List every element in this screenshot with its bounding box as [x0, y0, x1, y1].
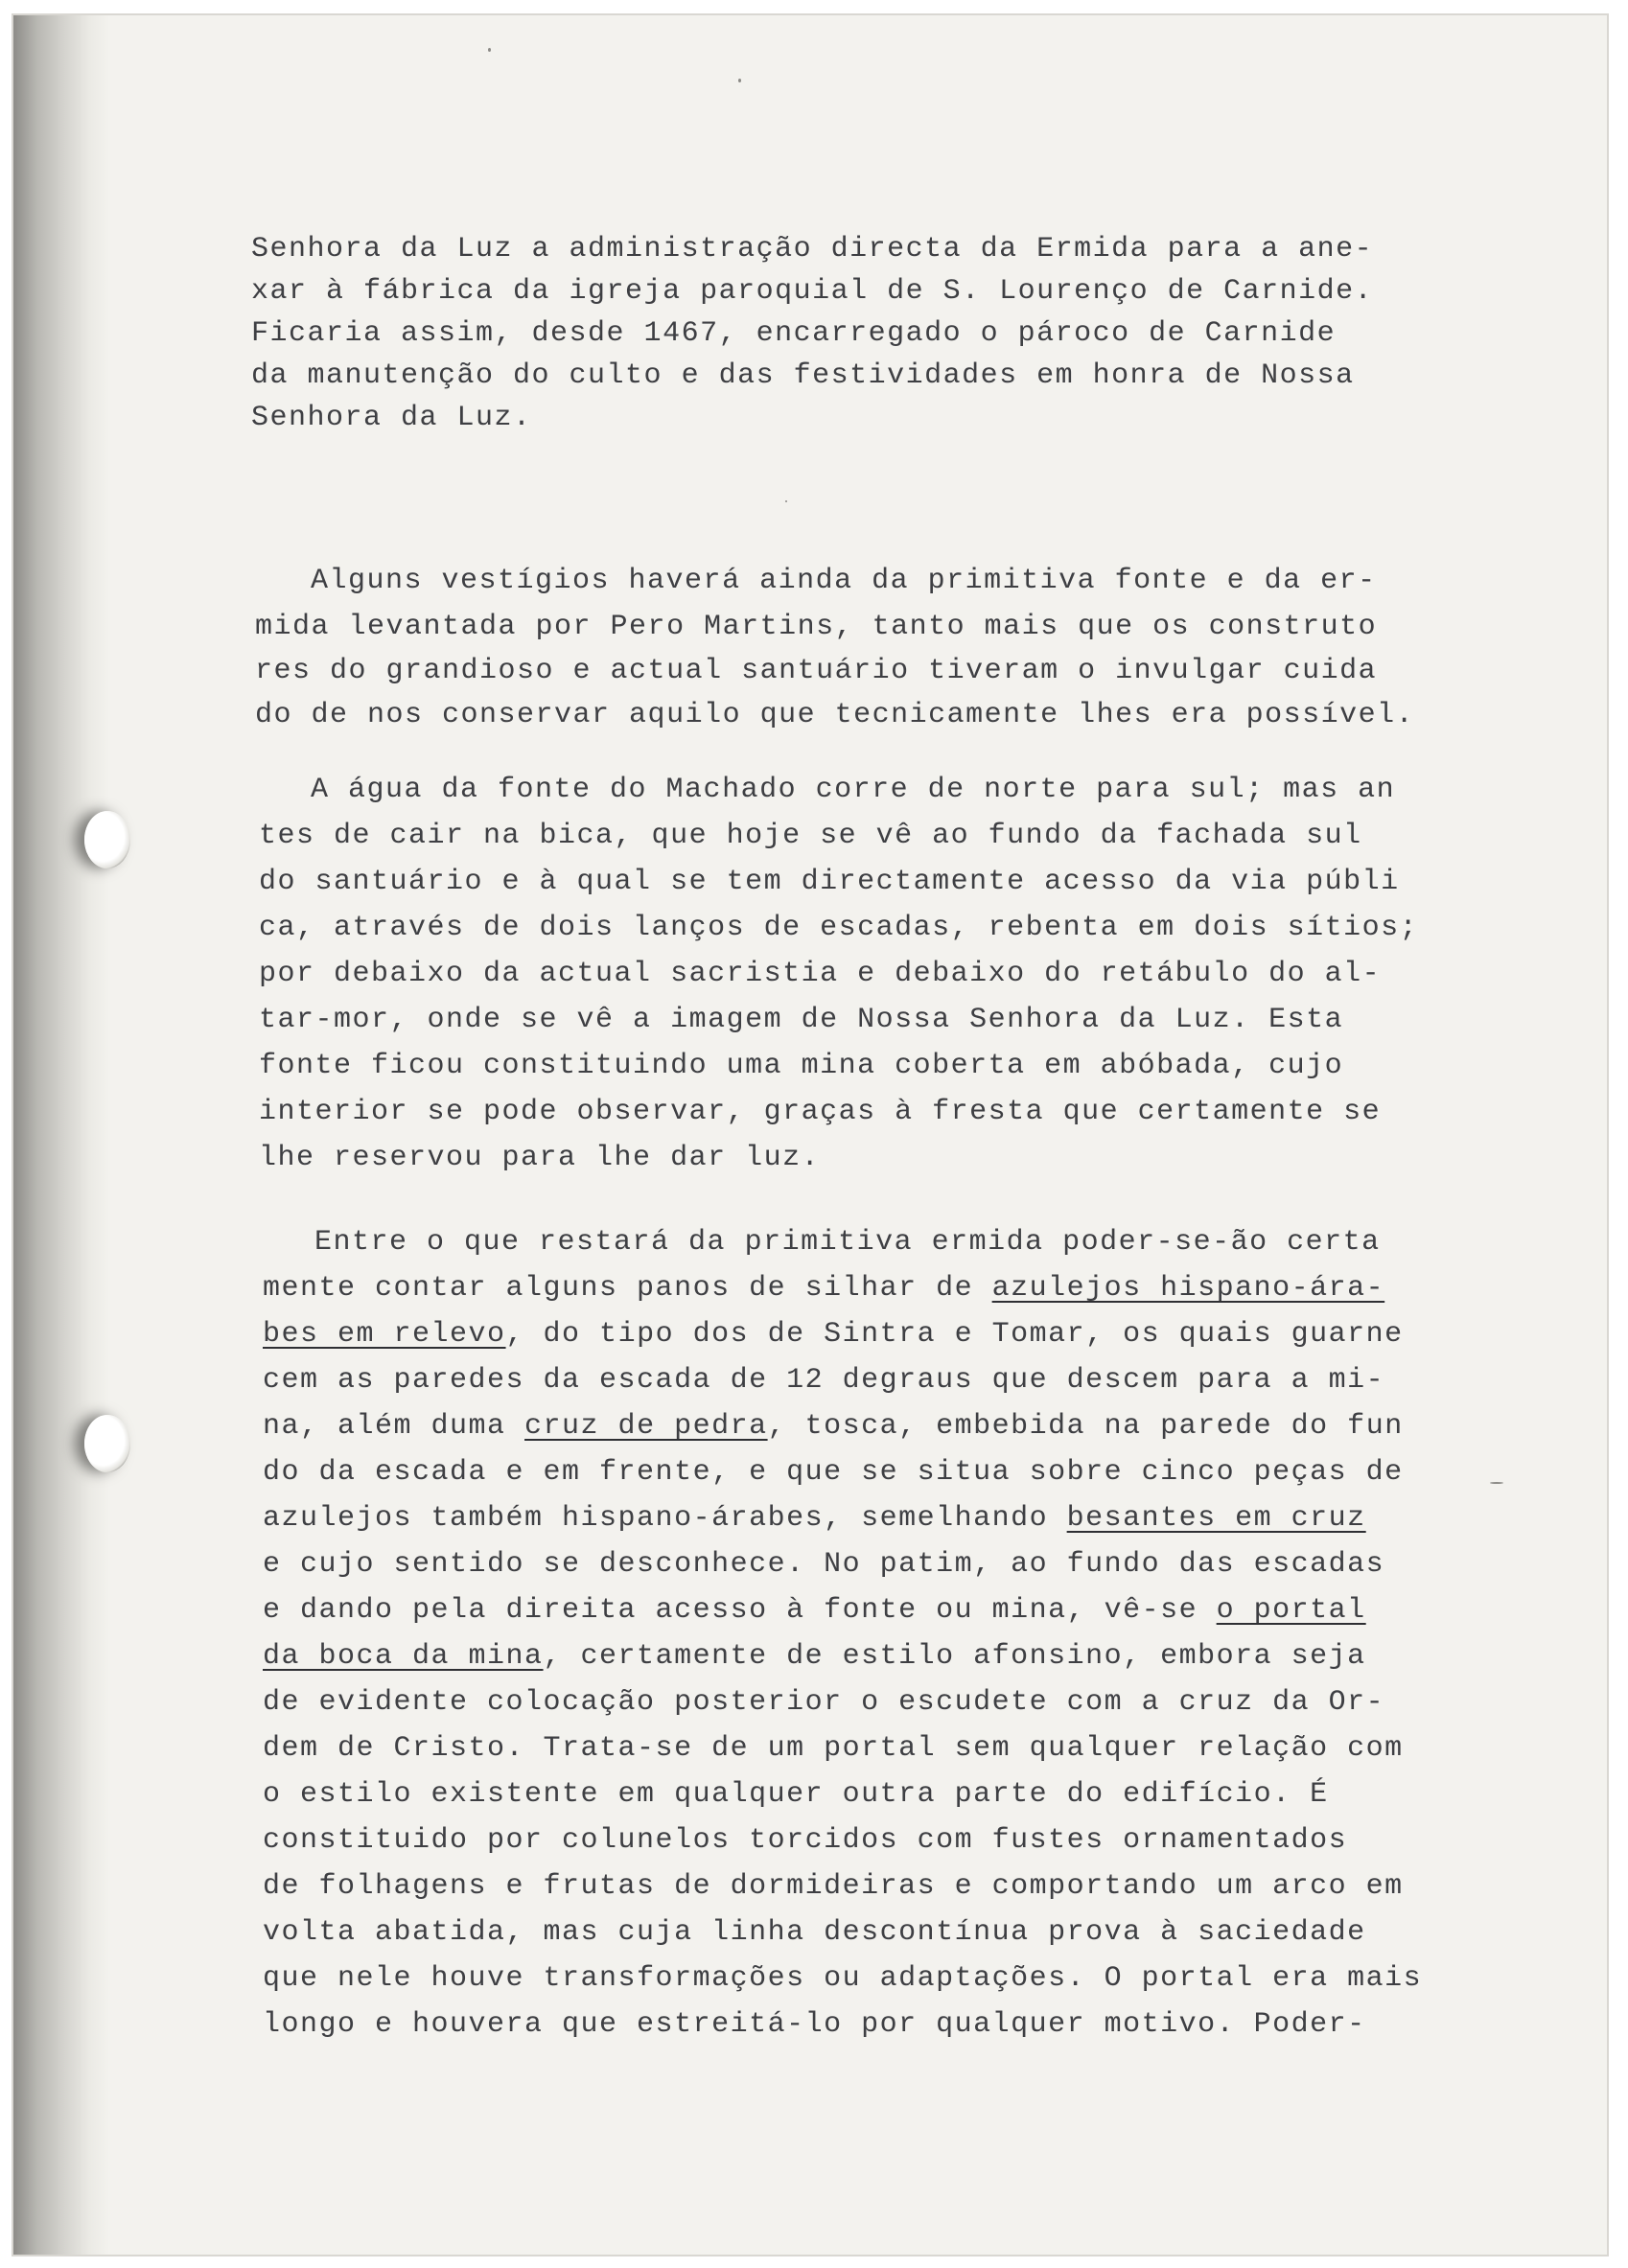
text-line: de folhagens e frutas de dormideiras e comportando um arco em [263, 1870, 1404, 1903]
text-run: Entre o que restará da primitiva ermida poder-se-ão certa [314, 1226, 1381, 1259]
text-run: na, além duma [263, 1410, 525, 1443]
text-run: , tosca, embebida na parede do fun [767, 1410, 1404, 1443]
underlined-phrase: o portal [1216, 1594, 1366, 1627]
text-line: volta abatida, mas cuja linha descontínua prova à saciedade [263, 1916, 1366, 1949]
text-line: Alguns vestígios haverá ainda da primitiva fonte e da er- [311, 565, 1377, 597]
text-line: do santuário e à qual se tem directamente acesso da via públi [259, 866, 1400, 898]
text-line [263, 1317, 1404, 1352]
punch-hole-bottom [84, 1415, 130, 1472]
text-line: lhe reservou para lhe dar luz. [259, 1142, 821, 1174]
text-line: Ficaria assim, desde 1467, encarregado o pároco de Carnide [251, 317, 1337, 350]
text-line: Senhora da Luz. [251, 402, 532, 434]
underlined-phrase: cruz de pedra [524, 1410, 768, 1443]
text-line: fonte ficou constituindo uma mina coberta em abóbada, cujo [259, 1050, 1344, 1082]
text-line: de evidente colocação posterior o escudete com a cruz da Or- [263, 1686, 1385, 1719]
text-line: por debaixo da actual sacristia e debaixo do retábulo do al- [259, 958, 1382, 990]
text-line: e cujo sentido se desconhece. No patim, ao fundo das escadas [263, 1548, 1385, 1581]
paper-speck [1490, 1482, 1503, 1484]
underlined-phrase: besantes em cruz [1066, 1502, 1366, 1535]
text-line: A água da fonte do Machado corre de norte para sul; mas an [311, 774, 1396, 806]
text-line: interior se pode observar, graças à fresta que certamente se [259, 1096, 1382, 1128]
text-line: do da escada e em frente, e que se situa sobre cinco peças de [263, 1456, 1404, 1489]
text-line: que nele houve transformações ou adaptações. O portal era mais [263, 1962, 1423, 1995]
text-line: do de nos conservar aquilo que tecnicamente lhes era possível. [255, 699, 1415, 731]
text-line: longo e houvera que estreitá-lo por qualquer motivo. Poder- [263, 2008, 1366, 2041]
text-line: res do grandioso e actual santuário tiveram o invulgar cuida [255, 655, 1378, 687]
underlined-phrase: da boca da mina [263, 1640, 544, 1673]
typewritten-page [12, 13, 1609, 2256]
text-run: , certamente de estilo afonsino, embora seja [543, 1640, 1366, 1673]
text-line: o estilo existente em qualquer outra parte do edifício. É [263, 1778, 1329, 1811]
paper-speck [785, 500, 787, 502]
text-line [314, 1225, 1381, 1260]
underlined-phrase: azulejos hispano-ára- [991, 1272, 1385, 1305]
text-run: e dando pela direita acesso à fonte ou mina, vê-se [263, 1594, 1217, 1627]
text-line: da manutenção do culto e das festividades em honra de Nossa [251, 359, 1355, 392]
text-line: ca, através de dois lanços de escadas, rebenta em dois sítios; [259, 912, 1419, 944]
text-line: tes de cair na bica, que hoje se vê ao fundo da fachada sul [259, 820, 1362, 852]
binding-fold-shadow [13, 15, 109, 2255]
text-line: mida levantada por Pero Martins, tanto mais que os construto [255, 611, 1378, 643]
text-line: tar-mor, onde se vê a imagem de Nossa Senhora da Luz. Esta [259, 1004, 1344, 1036]
text-line [263, 1501, 1366, 1536]
text-line [263, 1639, 1366, 1674]
text-line [263, 1593, 1366, 1628]
text-line [263, 1271, 1384, 1306]
text-run: azulejos também hispano-árabes, semelhando [263, 1502, 1067, 1535]
underlined-phrase: bes em relevo [263, 1318, 506, 1351]
paper-speck [738, 79, 741, 82]
text-line [263, 1409, 1404, 1444]
punch-hole-top [84, 811, 130, 868]
paper-speck [488, 48, 491, 52]
text-line: constituido por colunelos torcidos com fustes ornamentados [263, 1824, 1348, 1857]
text-line: Senhora da Luz a administração directa da Ermida para a ane- [251, 233, 1374, 266]
text-line: cem as paredes da escada de 12 degraus que descem para a mi- [263, 1364, 1385, 1397]
text-line: xar à fábrica da igreja paroquial de S. Lourenço de Carnide. [251, 275, 1374, 308]
text-line: dem de Cristo. Trata-se de um portal sem qualquer relação com [263, 1732, 1404, 1765]
text-run: mente contar alguns panos de silhar de [263, 1272, 992, 1305]
text-run: , do tipo dos de Sintra e Tomar, os quais guarne [505, 1318, 1404, 1351]
